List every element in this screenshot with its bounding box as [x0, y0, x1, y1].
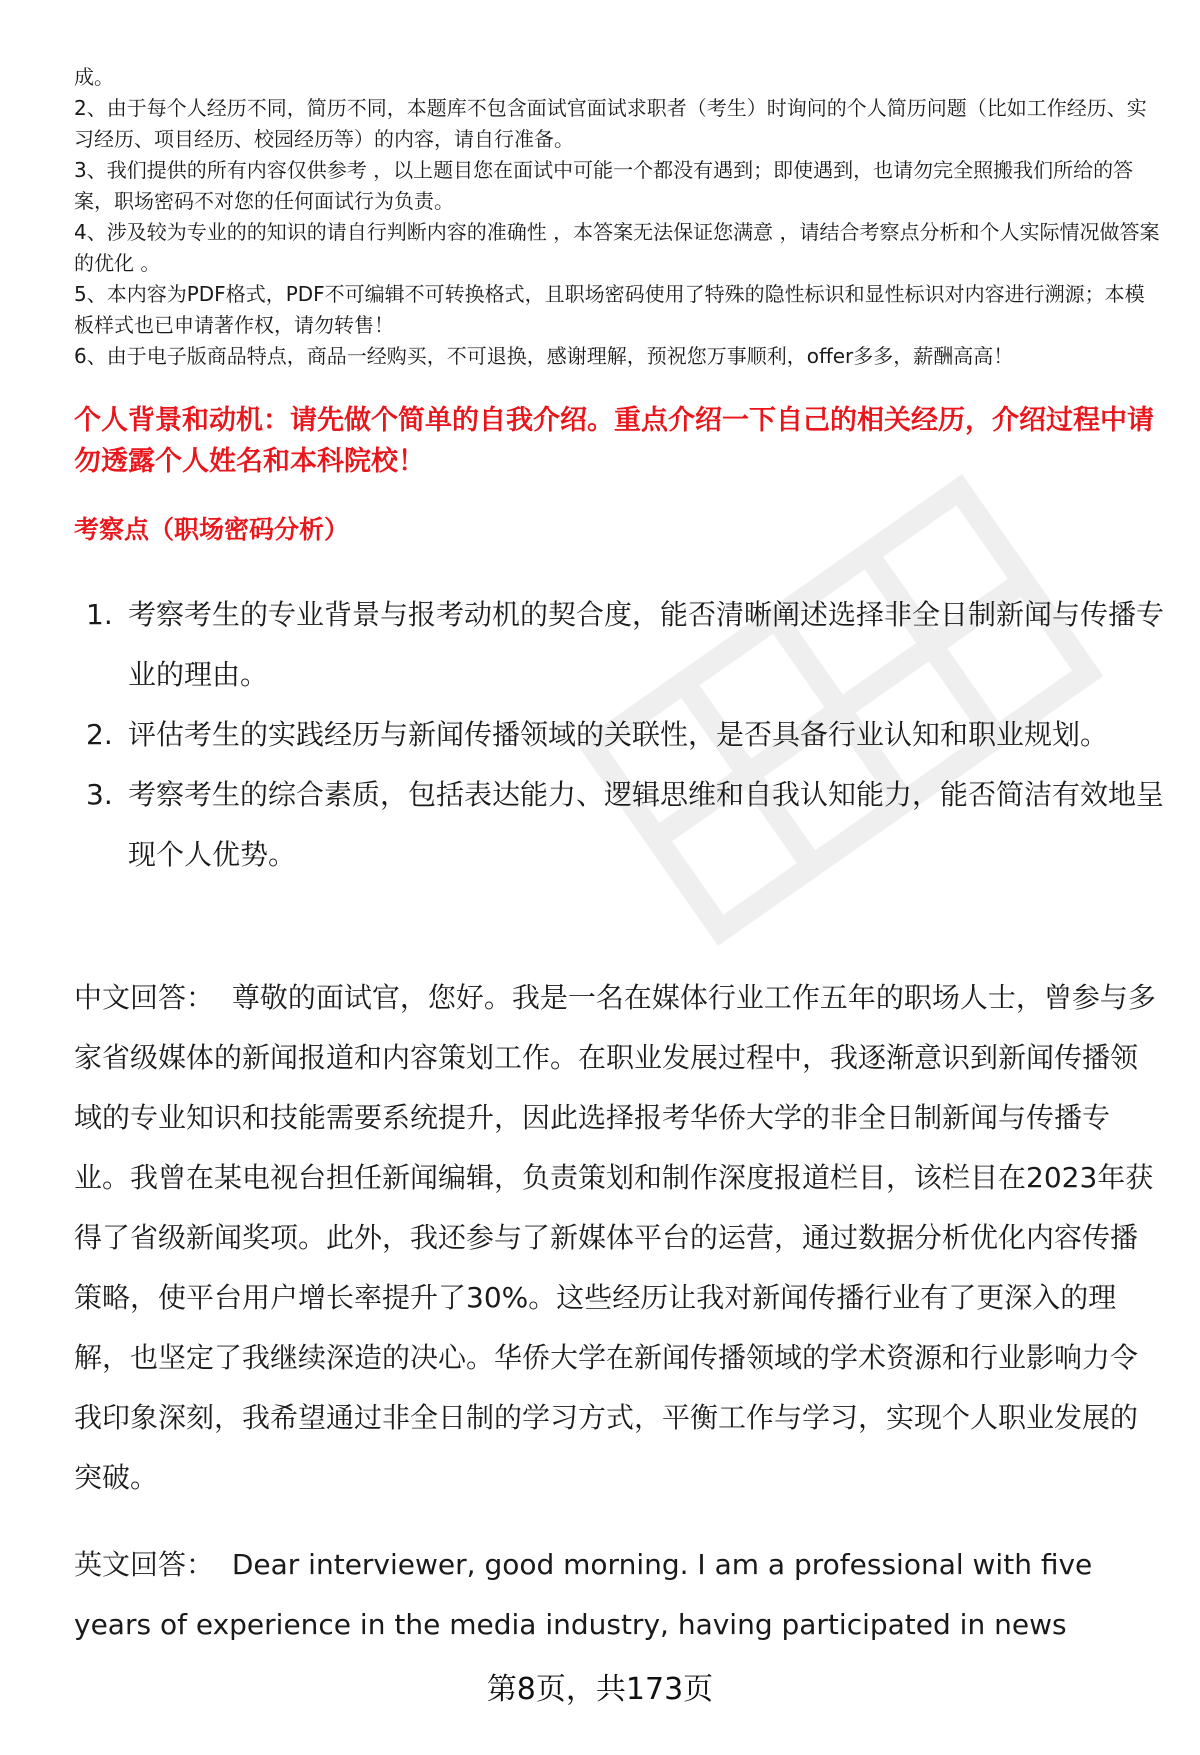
analysis-points-list — [74, 585, 1164, 885]
chinese-answer-text: 尊敬的面试官，您好。我是一名在媒体行业工作五年的职场人士，曾参与多家省级媒体的新闻报道和内容策划工作。在职业发展过程中，我逐渐意识到新闻传播领域的专业知识和技能需要系统提升，因此选择报考华侨大学的非全日制新闻与传播专业。我曾在某电视台担任新闻编辑，负责策划和制作深度报道栏目，该栏目在2023年获得了省级新闻奖项。此外，我还参与了新媒体平台的运营，通过数据分析优化内容传播策略，使平台用户增长率提升了30%。这些经历让我对新闻传播行业有了更深入的理解，也坚定了我继续深造的决心。华侨大学在新闻传播领域的学术资源和行业影响力令我印象深刻，我希望通过非全日制的学习方式，平衡工作与学习，实现个人职业发展的突破。 — [74, 981, 1156, 1494]
list-item-text: 评估考生的实践经历与新闻传播领域的关联性，是否具备行业认知和职业规划。 — [128, 718, 1109, 751]
analysis-section-title: 考察点（职场密码分析） — [74, 515, 350, 544]
note-line: 4、涉及较为专业的的知识的请自行判断内容的准确性 ，本答案无法保证您满意 ，请结合考察点分析和个人实际情况做答案的优化 。 — [74, 220, 1160, 275]
list-item-number: 2. — [86, 718, 113, 751]
disclaimer-notes — [74, 62, 1164, 372]
list-item — [74, 765, 1164, 885]
question-heading: 个人背景和动机：请先做个简单的自我介绍。重点介绍一下自己的相关经历，介绍过程中请勿透露个人姓名和本科院校！ — [74, 405, 1154, 477]
page-number: 第8页，共173页 — [486, 1672, 714, 1707]
chinese-answer — [74, 968, 1164, 1508]
list-item-number: 1. — [86, 598, 113, 631]
note-line: 6、由于电子版商品特点，商品一经购买，不可退换，感谢理解，预祝您万事顺利，offer多多，薪酬高高！ — [74, 344, 1014, 368]
note-line: 3、我们提供的所有内容仅供参考 ，以上题目您在面试中可能一个都没有遇到；即使遇到，也请勿完全照搬我们所给的答案，职场密码不对您的任何面试行为负责。 — [74, 158, 1134, 213]
list-item — [74, 705, 1164, 765]
english-answer-text: Dear interviewer, good morning. I am a professional with five years of experience in the media industry, having participated in news — [74, 1548, 1093, 1641]
chinese-answer-label: 中文回答： — [74, 981, 215, 1014]
note-line: 5、本内容为PDF格式，PDF不可编辑不可转换格式，且职场密码使用了特殊的隐性标识和显性标识对内容进行溯源；本模板样式也已申请著作权，请勿转售！ — [74, 282, 1145, 337]
note-line: 成。 — [74, 65, 114, 89]
english-answer — [74, 1535, 1164, 1655]
list-item-text: 考察考生的综合素质，包括表达能力、逻辑思维和自我认知能力，能否简洁有效地呈现个人优势。 — [128, 778, 1165, 871]
english-answer-label: 英文回答： — [74, 1548, 215, 1581]
note-line: 2、由于每个人经历不同，简历不同，本题库不包含面试官面试求职者（考生）时询问的个人简历问题（比如工作经历、实习经历、项目经历、校园经历等）的内容，请自行准备。 — [74, 96, 1147, 151]
list-item — [74, 585, 1164, 705]
list-item-number: 3. — [86, 778, 113, 811]
list-item-text: 考察考生的专业背景与报考动机的契合度，能否清晰阐述选择非全日制新闻与传播专业的理由。 — [128, 598, 1165, 691]
